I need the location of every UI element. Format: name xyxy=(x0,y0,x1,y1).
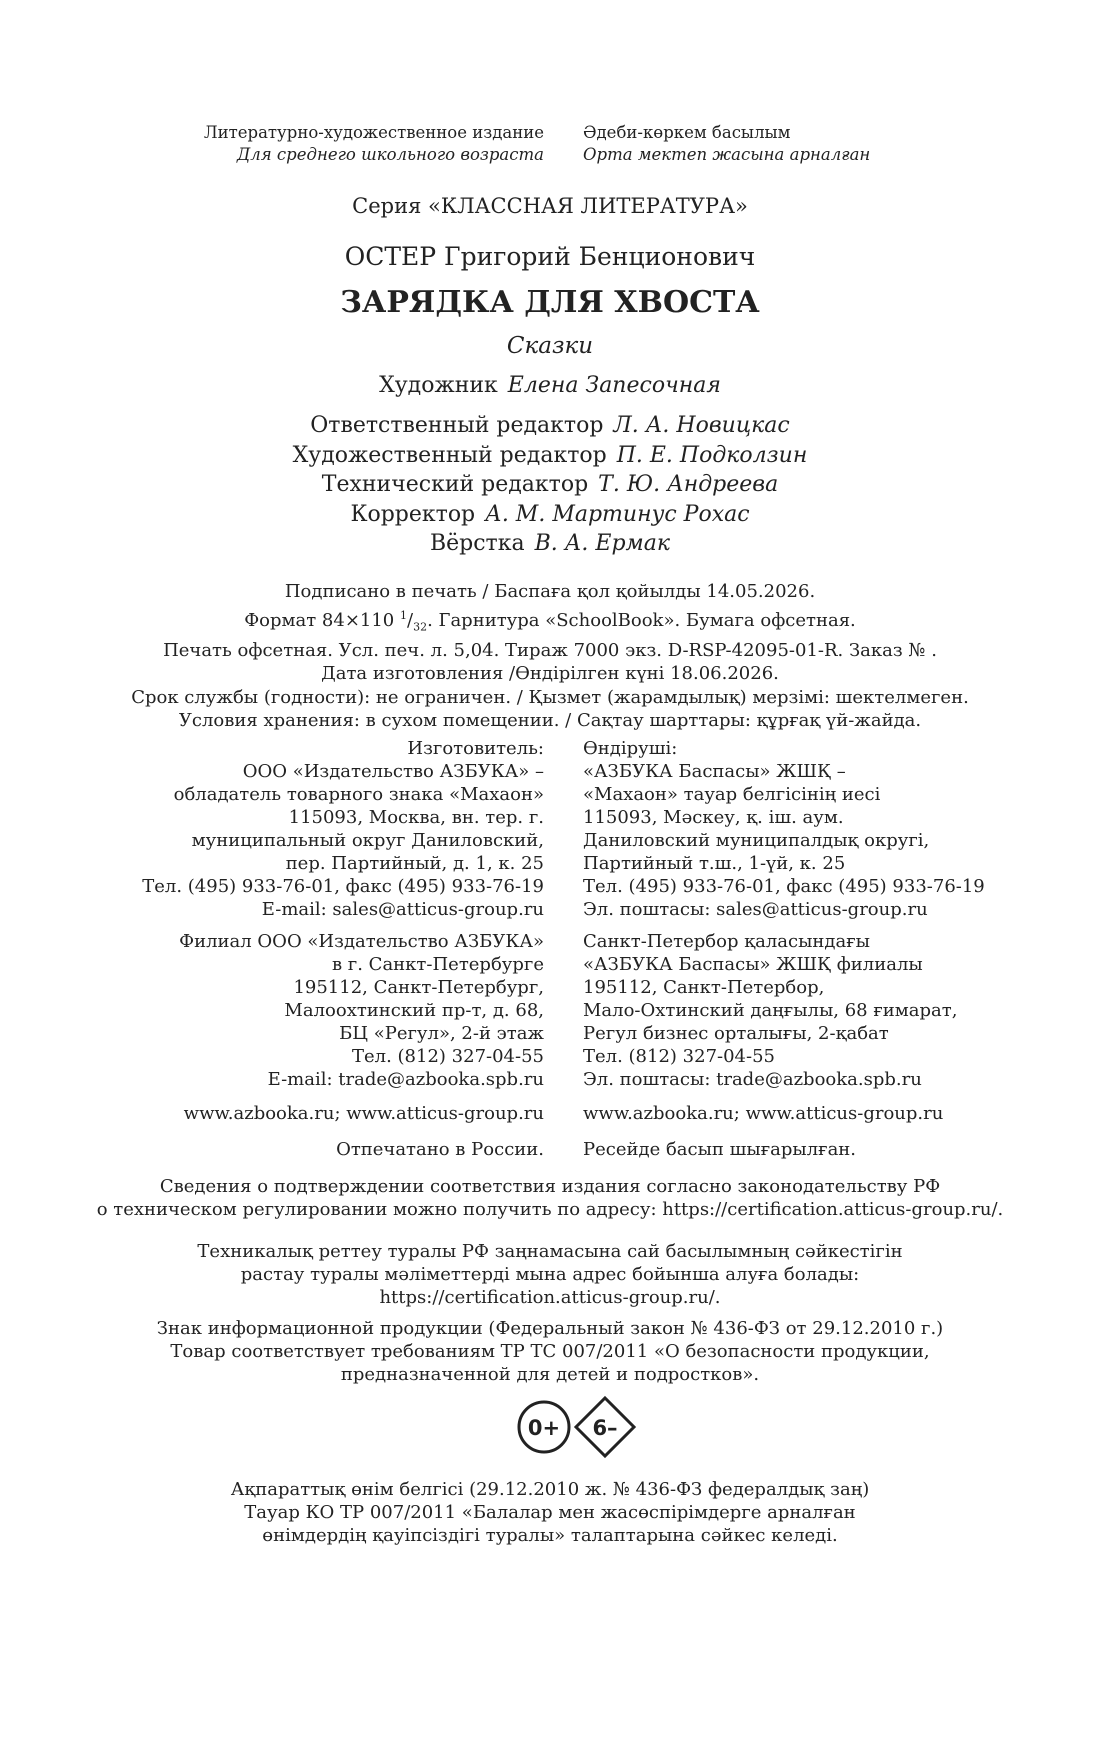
manufacturer-line: Партийный т.ш., 1-үй, к. 25 xyxy=(583,853,846,874)
info-sign-kz xyxy=(0,1478,1100,1547)
credit-role: Ответственный редактор xyxy=(310,413,604,438)
branch-line: БЦ «Регул», 2-й этаж xyxy=(339,1023,544,1044)
branch-line: 195112, Санкт-Петербург, xyxy=(293,977,544,998)
credit-row xyxy=(0,411,1100,441)
credit-illustrator xyxy=(0,371,1100,401)
certification-ru xyxy=(0,1175,1100,1221)
credits-list xyxy=(0,411,1100,559)
manufacturer-block xyxy=(0,737,1100,921)
certification-line: Техникалық реттеу туралы РФ заңнамасына сай басылымның сәйкестігін xyxy=(197,1241,903,1262)
book-title: ЗАРЯДКА ДЛЯ ХВОСТА xyxy=(340,285,760,320)
header-right xyxy=(557,122,1100,166)
manufacturer-line: Изготовитель: xyxy=(407,738,544,759)
printed-kz: Ресейде басып шығарылған. xyxy=(583,1139,857,1160)
manufacturer-line: муниципальный округ Даниловский, xyxy=(191,830,544,851)
manufacturer-email: E-mail: sales@atticus-group.ru xyxy=(261,899,544,920)
credit-name: Елена Запесочная xyxy=(507,373,721,398)
credit-row xyxy=(0,529,1100,559)
branch-kz xyxy=(557,930,1100,1091)
manufacturer-line: ООО «Издательство АЗБУКА» – xyxy=(242,761,544,782)
age-diamond-label: 6– xyxy=(592,1416,618,1440)
age-diamond-icon xyxy=(576,1398,634,1456)
credit-name: П. Е. Подколзин xyxy=(616,442,808,468)
info-sign-line: Ақпараттық өнім белгісі (29.12.2010 ж. № 436-ФЗ федералдық заң) xyxy=(230,1479,870,1500)
branch-line: Филиал ООО «Издательство АЗБУКА» xyxy=(179,931,544,952)
info-sign-line: Знак информационной продукции (Федеральный закон № 436-ФЗ от 29.12.2010 г.) xyxy=(156,1318,944,1339)
manufacturer-ru xyxy=(0,737,557,921)
print-format: Формат 84×110 $^1/_{32}$. Гарнитура «SchoolBook». Бумага офсетная. xyxy=(244,608,856,634)
manufacturer-line: «АЗБУКА Баспасы» ЖШҚ – xyxy=(583,761,846,782)
branch-line: Тел. (812) 327-04-55 xyxy=(583,1046,775,1067)
web-ru: www.azbooka.ru; www.atticus-group.ru xyxy=(183,1103,544,1124)
certification-kz xyxy=(0,1240,1100,1309)
certification-line: растау туралы мәліметтерді мына адрес бойынша алуға болады: xyxy=(240,1264,860,1285)
manufacturer-line: «Махаон» тауар белгісінің иесі xyxy=(583,784,881,805)
book-subtitle: Сказки xyxy=(506,333,594,359)
branch-line: Мало-Охтинский даңғылы, 68 ғимарат, xyxy=(583,1000,958,1021)
author-name: ОСТЕР Григорий Бенционович xyxy=(344,242,756,271)
info-sign-line: Товар соответствует требованиям ТР ТС 007/2011 «О безопасности продукции, xyxy=(170,1341,930,1362)
header-left xyxy=(0,122,557,166)
branch-line: «АЗБУКА Баспасы» ЖШҚ филиалы xyxy=(583,954,923,975)
manufacturer-line: 115093, Москва, вн. тер. г. xyxy=(288,807,544,828)
print-info xyxy=(0,580,1100,733)
branch-line: в г. Санкт-Петербурге xyxy=(331,954,544,975)
credit-role: Художник xyxy=(379,373,498,398)
credit-row xyxy=(0,500,1100,530)
age-circle-label: 0+ xyxy=(527,1416,561,1440)
branch-ru xyxy=(0,930,557,1091)
series-line: Серия «КЛАССНАЯ ЛИТЕРАТУРА» xyxy=(352,194,748,218)
branch-line: Регул бизнес орталығы, 2-қабат xyxy=(583,1023,889,1044)
manufacturer-line: Өндіруші: xyxy=(583,738,678,759)
manufacturer-line: пер. Партийный, д. 1, к. 25 xyxy=(285,853,544,874)
printed-block xyxy=(0,1138,1100,1161)
manufacturer-line: обладатель товарного знака «Махаон» xyxy=(173,784,544,805)
branch-line: 195112, Санкт-Петербор, xyxy=(583,977,825,998)
manufacturer-line: 115093, Мәскеу, қ. іш. аум. xyxy=(583,807,844,828)
header-right-line-2: Орта мектеп жасына арналған xyxy=(583,145,871,164)
age-circle-icon xyxy=(519,1402,569,1452)
credit-name: А. М. Мартинус Рохас xyxy=(485,501,750,527)
manufacturer-line: Тел. (495) 933-76-01, факс (495) 933-76-19 xyxy=(142,876,544,897)
credit-role: Вёрстка xyxy=(429,531,525,556)
print-storage: Условия хранения: в сухом помещении. / Сақтау шарттары: құрғақ үй-жайда. xyxy=(178,710,922,732)
branch-line: Тел. (812) 327-04-55 xyxy=(352,1046,544,1067)
manufacturer-email: Эл. поштасы: sales@atticus-group.ru xyxy=(583,899,928,920)
web-kz: www.azbooka.ru; www.atticus-group.ru xyxy=(583,1103,944,1124)
printed-ru: Отпечатано в России. xyxy=(336,1139,544,1160)
manufacturer-line: Тел. (495) 933-76-01, факс (495) 933-76-19 xyxy=(583,876,985,897)
print-date: Дата изготовления /Өндірілген күні 18.06.2026. xyxy=(321,663,779,685)
credit-name: Л. А. Новицкас xyxy=(613,413,790,438)
manufacturer-kz xyxy=(557,737,1100,921)
info-sign-line: предназначенной для детей и подростков». xyxy=(340,1364,760,1385)
print-details: Печать офсетная. Усл. печ. л. 5,04. Тираж 7000 экз. D-RSP-42095-01-R. Заказ № . xyxy=(163,639,937,661)
manufacturer-line: Даниловский муниципалдық округі, xyxy=(583,830,930,851)
web-block xyxy=(0,1102,1100,1125)
info-sign-ru xyxy=(0,1317,1100,1386)
branch-line: Малоохтинский пр-т, д. 68, xyxy=(284,1000,544,1021)
credit-row xyxy=(0,470,1100,500)
info-sign-line: өнімдердің қауіпсіздігі туралы» талаптарына сәйкес келеді. xyxy=(262,1525,838,1546)
branch-email: Эл. поштасы: trade@azbooka.spb.ru xyxy=(583,1069,922,1090)
credit-name: Т. Ю. Андреева xyxy=(598,472,779,497)
header-left-line-1: Литературно-художественное издание xyxy=(203,123,544,142)
branch-line: Санкт-Петербор қаласындағы xyxy=(583,931,870,952)
certification-line: Сведения о подтверждении соответствия издания согласно законодательству РФ xyxy=(159,1176,941,1197)
branch-email: E-mail: trade@azbooka.spb.ru xyxy=(267,1069,544,1090)
header-left-line-2: Для среднего школьного возраста xyxy=(236,145,544,164)
age-rating-badges xyxy=(514,1395,639,1459)
certification-line: https://certification.atticus-group.ru/. xyxy=(379,1287,721,1308)
credit-role: Художественный редактор xyxy=(292,442,607,468)
credit-role: Корректор xyxy=(350,501,476,527)
print-service-life: Срок службы (годности): не ограничен. / Қызмет (жарамдылық) мерзімі: шектелмеген. xyxy=(131,686,969,708)
header-block xyxy=(0,122,1100,166)
credit-role: Технический редактор xyxy=(321,472,589,497)
header-right-line-1: Әдеби-көркем басылым xyxy=(583,123,791,142)
print-signed: Подписано в печать / Баспаға қол қойылды 14.05.2026. xyxy=(284,581,816,602)
credit-row xyxy=(0,441,1100,471)
certification-line: о техническом регулировании можно получить по адресу: https://certification.atticus-group.ru/. xyxy=(96,1199,1004,1220)
info-sign-line: Тауар КО ТР 007/2011 «Балалар мен жасөспірімдерге арналған xyxy=(244,1502,856,1523)
branch-block xyxy=(0,930,1100,1091)
credit-name: В. А. Ермак xyxy=(534,531,671,556)
